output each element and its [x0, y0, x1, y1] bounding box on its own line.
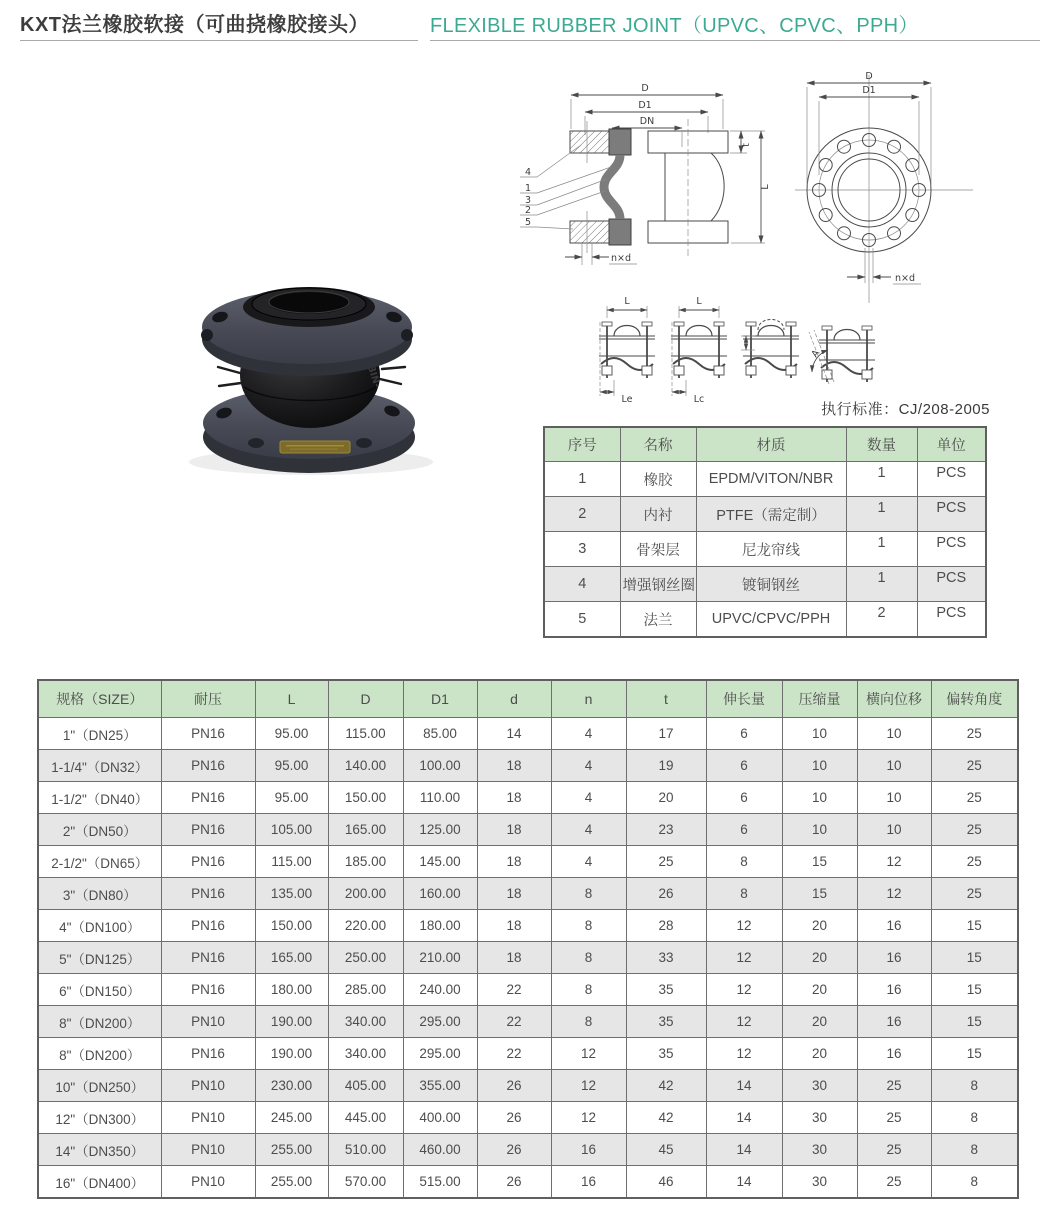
svg-text:Lc: Lc — [693, 394, 705, 405]
cell: PTFE（需定制） — [696, 497, 846, 532]
standard-note: 执行标准：CJ/208-2005 — [821, 401, 990, 418]
cell: 25 — [857, 1166, 931, 1199]
column-header: 压缩量 — [782, 680, 857, 718]
column-header: D — [328, 680, 403, 718]
cell: 20 — [782, 910, 857, 942]
cell: 25 — [931, 718, 1018, 750]
table-row — [38, 814, 1018, 846]
svg-text:n×d: n×d — [611, 253, 632, 264]
cell: 35 — [626, 1006, 706, 1038]
cell: 14 — [706, 1166, 782, 1199]
cell: 42 — [626, 1070, 706, 1102]
cell: 33 — [626, 942, 706, 974]
table-row — [38, 1166, 1018, 1199]
cell: 245.00 — [255, 1102, 328, 1134]
cell: 1 — [846, 567, 917, 602]
svg-text:L: L — [696, 296, 702, 307]
cell: PCS — [917, 462, 986, 497]
cell: 10 — [857, 782, 931, 814]
cell: 18 — [477, 750, 551, 782]
cell: 橡胶 — [620, 462, 696, 497]
table-row — [544, 567, 986, 602]
table-row — [38, 1038, 1018, 1070]
cell: 4 — [551, 782, 626, 814]
column-header: 规格（SIZE） — [38, 680, 161, 718]
front-drawing — [795, 55, 1054, 305]
svg-text:1: 1 — [525, 183, 532, 194]
svg-text:D: D — [865, 71, 873, 82]
cell: 法兰 — [620, 602, 696, 638]
cell: 18 — [477, 910, 551, 942]
cell: 95.00 — [255, 782, 328, 814]
cell: 460.00 — [403, 1134, 477, 1166]
cell: 1-1/4"（DN32） — [38, 750, 161, 782]
column-header: 横向位移 — [857, 680, 931, 718]
cell: 10 — [782, 718, 857, 750]
cell: 25 — [931, 782, 1018, 814]
cell: 20 — [782, 974, 857, 1006]
table-row — [544, 462, 986, 497]
cell: 140.00 — [328, 750, 403, 782]
cell: 增强钢丝圈 — [620, 567, 696, 602]
cell: 26 — [477, 1134, 551, 1166]
cell: 30 — [782, 1134, 857, 1166]
cell: 4 — [551, 750, 626, 782]
cell: 8 — [931, 1166, 1018, 1199]
cell: 26 — [477, 1102, 551, 1134]
cell: 19 — [626, 750, 706, 782]
cell: 16 — [551, 1166, 626, 1199]
table-row — [38, 718, 1018, 750]
cell: 125.00 — [403, 814, 477, 846]
cell: PN16 — [161, 878, 255, 910]
cell: 14"（DN350） — [38, 1134, 161, 1166]
cell: 镀铜钢丝 — [696, 567, 846, 602]
cell: 2-1/2"（DN65） — [38, 846, 161, 878]
cell: 1 — [544, 462, 620, 497]
cell: PCS — [917, 602, 986, 638]
cell: 85.00 — [403, 718, 477, 750]
cell: 10 — [782, 782, 857, 814]
section-dim-t — [730, 131, 765, 153]
table-row — [38, 750, 1018, 782]
cell: 16 — [857, 1006, 931, 1038]
diagram-elongation — [599, 296, 655, 405]
spec-table — [37, 679, 1019, 1199]
cell: 18 — [477, 814, 551, 846]
column-header: d — [477, 680, 551, 718]
svg-text:4: 4 — [525, 167, 532, 178]
cell: 14 — [706, 1134, 782, 1166]
cell: 35 — [626, 1038, 706, 1070]
section-drawing — [515, 55, 805, 300]
cell: 2"（DN50） — [38, 814, 161, 846]
cell: 250.00 — [328, 942, 403, 974]
cell: 12 — [706, 942, 782, 974]
table-row — [38, 942, 1018, 974]
cell: 295.00 — [403, 1038, 477, 1070]
materials-table — [543, 426, 987, 638]
cell: PN16 — [161, 910, 255, 942]
cell: 150.00 — [328, 782, 403, 814]
cell: 16 — [857, 910, 931, 942]
column-header: D1 — [403, 680, 477, 718]
svg-text:L: L — [624, 296, 630, 307]
table-row — [38, 782, 1018, 814]
column-header: 耐压 — [161, 680, 255, 718]
cell: UPVC/CPVC/PPH — [696, 602, 846, 638]
svg-text:Le: Le — [621, 394, 633, 405]
column-header: 数量 — [846, 427, 917, 462]
cell: 180.00 — [403, 910, 477, 942]
cell: 8"（DN200） — [38, 1038, 161, 1070]
cell: 1 — [846, 497, 917, 532]
svg-text:L: L — [760, 184, 771, 190]
cell: 4 — [551, 814, 626, 846]
cell: 14 — [706, 1102, 782, 1134]
installation-diagrams — [585, 292, 885, 410]
cell: EPDM/VITON/NBR — [696, 462, 846, 497]
cell: 210.00 — [403, 942, 477, 974]
cell: 340.00 — [328, 1006, 403, 1038]
cell: 255.00 — [255, 1134, 328, 1166]
svg-text:D1: D1 — [862, 85, 876, 96]
cell: 25 — [626, 846, 706, 878]
cell: 8 — [931, 1134, 1018, 1166]
cell: 190.00 — [255, 1006, 328, 1038]
cell: 2 — [846, 602, 917, 638]
page-title-zh: KXT法兰橡胶软接（可曲挠橡胶接头） — [20, 14, 369, 36]
diagram-angular — [809, 326, 875, 384]
cell: 26 — [477, 1166, 551, 1199]
cell: 95.00 — [255, 750, 328, 782]
cell: 25 — [931, 814, 1018, 846]
cell: 6 — [706, 750, 782, 782]
cell: 20 — [782, 942, 857, 974]
cell: 190.00 — [255, 1038, 328, 1070]
cell: 12 — [551, 1038, 626, 1070]
cell: 16 — [857, 942, 931, 974]
cell: 12 — [706, 910, 782, 942]
cell: 4 — [551, 718, 626, 750]
cell: 405.00 — [328, 1070, 403, 1102]
cell: 100.00 — [403, 750, 477, 782]
title-underline-en — [430, 40, 1040, 41]
table-row — [544, 532, 986, 567]
cell: 1 — [846, 532, 917, 567]
cell: 8 — [706, 846, 782, 878]
cell: 18 — [477, 782, 551, 814]
cell: 135.00 — [255, 878, 328, 910]
cell: 12 — [706, 974, 782, 1006]
column-header: 序号 — [544, 427, 620, 462]
brand-label — [280, 441, 350, 453]
cell: 8 — [551, 974, 626, 1006]
cell: 10 — [782, 750, 857, 782]
cell: 16"（DN400） — [38, 1166, 161, 1199]
diagram-compression — [671, 296, 727, 405]
table-row — [544, 497, 986, 532]
cell: 12 — [706, 1038, 782, 1070]
rubber-marking: 3IN- — [365, 364, 383, 389]
cell: 295.00 — [403, 1006, 477, 1038]
cell: 22 — [477, 974, 551, 1006]
cell: PN10 — [161, 1166, 255, 1199]
cell: 180.00 — [255, 974, 328, 1006]
table-row — [544, 602, 986, 638]
cell: 10 — [857, 750, 931, 782]
cell: 285.00 — [328, 974, 403, 1006]
cell: PN10 — [161, 1070, 255, 1102]
cell: 6 — [706, 718, 782, 750]
cell: 18 — [477, 942, 551, 974]
cell: 42 — [626, 1102, 706, 1134]
cell: 6"（DN150） — [38, 974, 161, 1006]
cell: PN16 — [161, 782, 255, 814]
cell: 15 — [782, 846, 857, 878]
cell: 8 — [931, 1102, 1018, 1134]
cell: 28 — [626, 910, 706, 942]
materials-header-row — [544, 427, 986, 462]
cell: 12 — [551, 1102, 626, 1134]
cell: 内衬 — [620, 497, 696, 532]
svg-text:A: A — [809, 348, 823, 360]
product-photo — [140, 255, 490, 490]
cell: 18 — [477, 878, 551, 910]
table-row — [38, 910, 1018, 942]
cell: PN16 — [161, 718, 255, 750]
cell: 255.00 — [255, 1166, 328, 1199]
cell: 515.00 — [403, 1166, 477, 1199]
cell: 23 — [626, 814, 706, 846]
cell: 5 — [544, 602, 620, 638]
table-row — [38, 1070, 1018, 1102]
cell: 46 — [626, 1166, 706, 1199]
cell: 30 — [782, 1102, 857, 1134]
cell: PN16 — [161, 750, 255, 782]
front-dim-nd — [847, 248, 921, 284]
cell: 240.00 — [403, 974, 477, 1006]
cell: 1"（DN25） — [38, 718, 161, 750]
cell: 16 — [857, 1038, 931, 1070]
cell: 8 — [551, 910, 626, 942]
section-dim-nd — [565, 243, 637, 265]
svg-text:t: t — [741, 143, 752, 147]
cell: PCS — [917, 567, 986, 602]
cell: 14 — [706, 1070, 782, 1102]
cell: 150.00 — [255, 910, 328, 942]
cell: 15 — [931, 974, 1018, 1006]
spec-header-row — [38, 680, 1018, 718]
cell: 4 — [544, 567, 620, 602]
cell: 25 — [857, 1134, 931, 1166]
svg-text:D: D — [641, 83, 649, 94]
cell: 8 — [551, 1006, 626, 1038]
cell: 25 — [931, 750, 1018, 782]
cell: 骨架层 — [620, 532, 696, 567]
cell: 20 — [782, 1038, 857, 1070]
cell: 12 — [857, 878, 931, 910]
cell: PN10 — [161, 1006, 255, 1038]
page-title-en: FLEXIBLE RUBBER JOINT（UPVC、CPVC、PPH） — [430, 15, 919, 37]
cell: 5"（DN125） — [38, 942, 161, 974]
cell: 4"（DN100） — [38, 910, 161, 942]
cell: PN16 — [161, 942, 255, 974]
cell: 22 — [477, 1006, 551, 1038]
svg-text:D1: D1 — [638, 100, 652, 111]
cell: 8 — [931, 1070, 1018, 1102]
cell: 26 — [626, 878, 706, 910]
cell: 6 — [706, 782, 782, 814]
cell: PCS — [917, 532, 986, 567]
cell: 220.00 — [328, 910, 403, 942]
cell: 230.00 — [255, 1070, 328, 1102]
cell: 18 — [477, 846, 551, 878]
table-row — [38, 974, 1018, 1006]
cell: 445.00 — [328, 1102, 403, 1134]
svg-text:5: 5 — [525, 217, 532, 228]
cell: 16 — [857, 974, 931, 1006]
cell: 20 — [782, 1006, 857, 1038]
cell: 20 — [626, 782, 706, 814]
cell: 25 — [931, 878, 1018, 910]
cell: 15 — [931, 942, 1018, 974]
cell: 200.00 — [328, 878, 403, 910]
svg-text:3: 3 — [525, 195, 532, 206]
cell: 340.00 — [328, 1038, 403, 1070]
cell: 15 — [931, 1006, 1018, 1038]
svg-text:DN: DN — [639, 116, 655, 127]
cell: 25 — [931, 846, 1018, 878]
cell: PN10 — [161, 1134, 255, 1166]
cell: 165.00 — [255, 942, 328, 974]
svg-text:n×d: n×d — [895, 273, 916, 284]
cell: 10 — [857, 718, 931, 750]
cell: 2 — [544, 497, 620, 532]
cell: 25 — [857, 1070, 931, 1102]
cell: 15 — [931, 910, 1018, 942]
column-header: n — [551, 680, 626, 718]
cell: PN10 — [161, 1102, 255, 1134]
cell: 165.00 — [328, 814, 403, 846]
cell: 10"（DN250） — [38, 1070, 161, 1102]
cell: PN16 — [161, 814, 255, 846]
section-callouts — [520, 145, 611, 229]
cell: 8"（DN200） — [38, 1006, 161, 1038]
section-cut-view — [570, 121, 631, 253]
table-row — [38, 1102, 1018, 1134]
cell: 115.00 — [255, 846, 328, 878]
cell: 尼龙帘线 — [696, 532, 846, 567]
cell: 15 — [782, 878, 857, 910]
cell: 4 — [551, 846, 626, 878]
title-underline-zh — [20, 40, 418, 41]
cell: 1-1/2"（DN40） — [38, 782, 161, 814]
cell: 510.00 — [328, 1134, 403, 1166]
cell: 355.00 — [403, 1070, 477, 1102]
cell: 570.00 — [328, 1166, 403, 1199]
cell: 8 — [551, 942, 626, 974]
cell: 12 — [706, 1006, 782, 1038]
cell: 6 — [706, 814, 782, 846]
section-side-view — [648, 119, 728, 259]
cell: PN16 — [161, 846, 255, 878]
cell: 22 — [477, 1038, 551, 1070]
table-row — [38, 1134, 1018, 1166]
column-header: 伸长量 — [706, 680, 782, 718]
column-header: 单位 — [917, 427, 986, 462]
cell: 10 — [857, 814, 931, 846]
cell: 12 — [551, 1070, 626, 1102]
cell: 12 — [857, 846, 931, 878]
table-row — [38, 846, 1018, 878]
column-header: 偏转角度 — [931, 680, 1018, 718]
cell: 45 — [626, 1134, 706, 1166]
column-header: 名称 — [620, 427, 696, 462]
cell: 30 — [782, 1166, 857, 1199]
cell: 26 — [477, 1070, 551, 1102]
column-header: t — [626, 680, 706, 718]
cell: 3"（DN80） — [38, 878, 161, 910]
cell: 400.00 — [403, 1102, 477, 1134]
table-row — [38, 1006, 1018, 1038]
cell: PN16 — [161, 1038, 255, 1070]
cell: 17 — [626, 718, 706, 750]
cell: 25 — [857, 1102, 931, 1134]
column-header: L — [255, 680, 328, 718]
cell: 14 — [477, 718, 551, 750]
cell: 15 — [931, 1038, 1018, 1070]
cell: 105.00 — [255, 814, 328, 846]
cell: 16 — [551, 1134, 626, 1166]
cell: PCS — [917, 497, 986, 532]
top-rubber-collar — [243, 287, 375, 327]
table-row — [38, 878, 1018, 910]
cell: 12"（DN300） — [38, 1102, 161, 1134]
svg-text:2: 2 — [525, 205, 532, 216]
cell: 8 — [706, 878, 782, 910]
cell: 8 — [551, 878, 626, 910]
cell: 115.00 — [328, 718, 403, 750]
cell: 185.00 — [328, 846, 403, 878]
cell: PN16 — [161, 974, 255, 1006]
column-header: 材质 — [696, 427, 846, 462]
cell: 1 — [846, 462, 917, 497]
cell: 145.00 — [403, 846, 477, 878]
cell: 95.00 — [255, 718, 328, 750]
cell: 160.00 — [403, 878, 477, 910]
cell: 30 — [782, 1070, 857, 1102]
cell: 3 — [544, 532, 620, 567]
front-centerlines — [795, 75, 973, 303]
cell: 35 — [626, 974, 706, 1006]
diagram-lateral — [741, 320, 799, 379]
cell: 10 — [782, 814, 857, 846]
cell: 110.00 — [403, 782, 477, 814]
